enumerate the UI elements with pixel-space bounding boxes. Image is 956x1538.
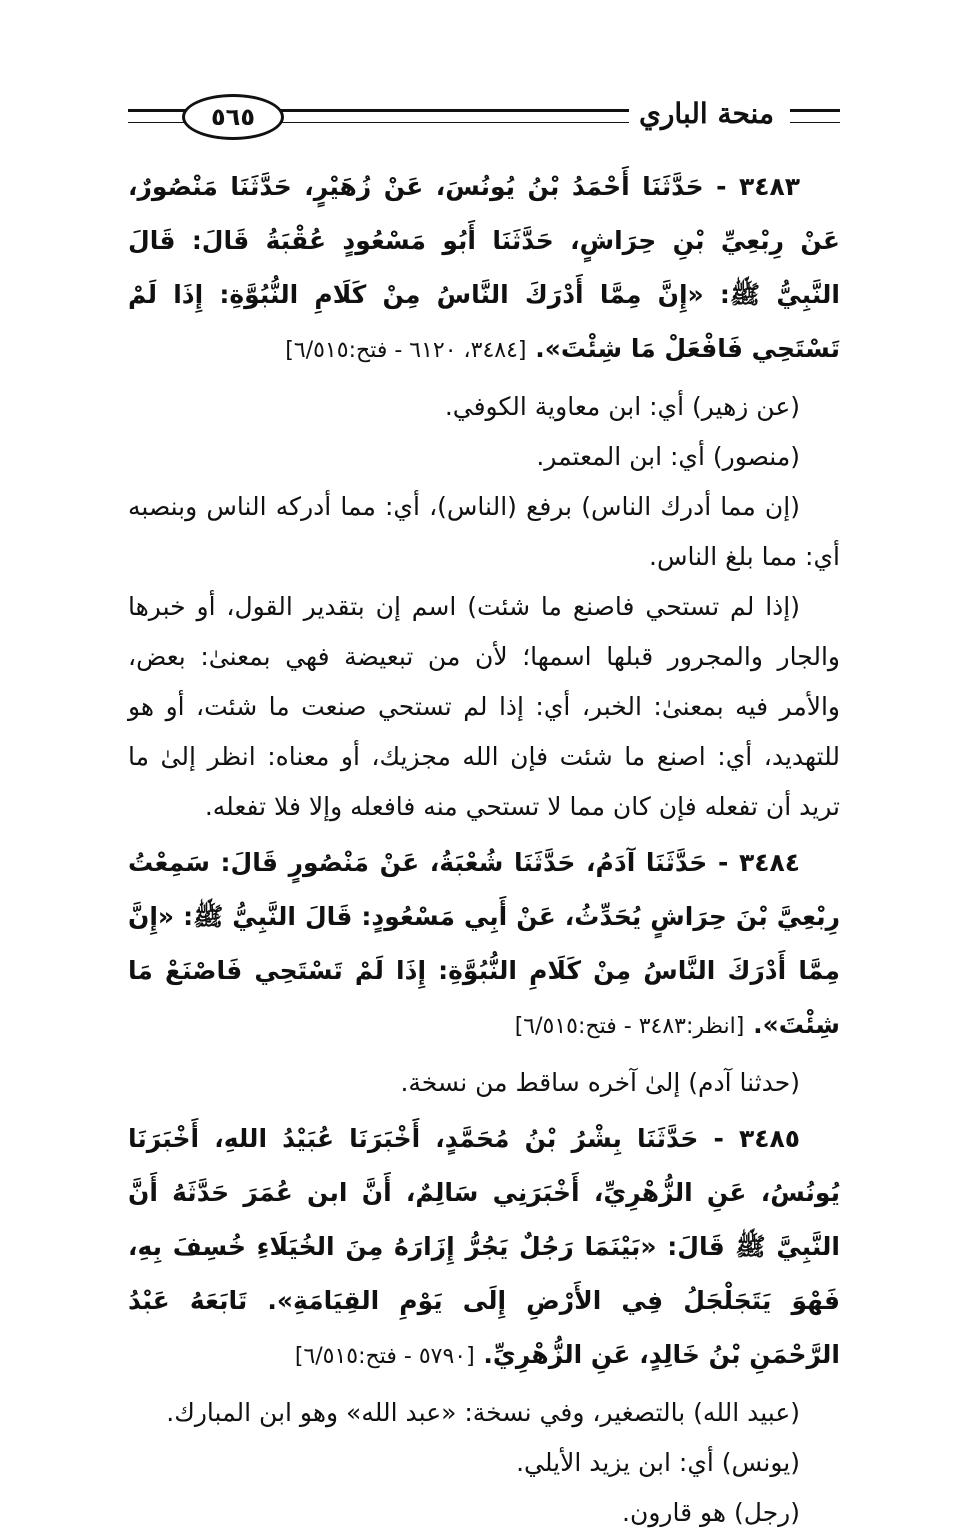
commentary-paragraph (128, 1438, 840, 1488)
book-title: منحة الباري (629, 92, 784, 136)
page-number: ٥٦٥ (211, 103, 255, 131)
commentary-paragraph (128, 382, 840, 432)
commentary-paragraph (128, 482, 840, 582)
commentary-text: (يونس) أي: ابن يزيد الأيلي. (516, 1448, 800, 1477)
hadith-paragraph (128, 1112, 840, 1384)
hadith-paragraph (128, 160, 840, 378)
commentary-text: (إذا لم تستحي فاصنع ما شئت) اسم إن بتقدير القول، أو خبرها والجار والمجرور قبلها اسمها؛ لأن من تبعيضة فهي بمعنىٰ: بعض، والأمر فيه بمعنىٰ: الخبر، أي: إذا لم تستحي صنعت ما شئت، أو هو للتهديد، أي: اصنع ما شئت فإن الله مجزيك، أو معناه: انظر إلىٰ ما تريد أن تفعله فإن كان مما لا تستحي منه فافعله وإلا فلا تفعله. (128, 592, 840, 821)
page-number-oval (182, 94, 284, 140)
hadith-paragraph (128, 836, 840, 1054)
hadith-text: ٣٤٨٣ - حَدَّثَنَا أَحْمَدُ بْنُ يُونُسَ، عَنْ زُهَيْرٍ، حَدَّثَنَا مَنْصُورٌ، عَنْ رِبْعِيِّ بْنِ حِرَاشٍ، حَدَّثَنَا أَبُو مَسْعُودٍ عُقْبَةُ قَالَ: قَالَ النَّبِيُّ ﷺ: «إِنَّ مِمَّا أَدْرَكَ النَّاسُ مِنْ كَلَامِ النُّبُوَّةِ: إِذَا لَمْ تَسْتَحِي فَافْعَلْ مَا شِئْتَ». (128, 172, 840, 363)
commentary-text: (رجل) هو قارون. (622, 1498, 800, 1527)
commentary-paragraph (128, 1058, 840, 1108)
commentary-text: (عن زهير) أي: ابن معاوية الكوفي. (444, 392, 800, 421)
hadith-reference: [انظر:٣٤٨٣ - فتح:٦/٥١٥] (514, 1014, 745, 1039)
page-body (128, 160, 840, 1538)
commentary-text: (عبيد الله) بالتصغير، وفي نسخة: «عبد الله» وهو ابن المبارك. (166, 1398, 800, 1427)
hadith-reference: [٣٤٨٤، ٦١٢٠ - فتح:٦/٥١٥] (285, 338, 527, 363)
hadith-text: ٣٤٨٥ - حَدَّثَنَا بِشْرُ بْنُ مُحَمَّدٍ، أَخْبَرَنَا عُبَيْدُ اللهِ، أَخْبَرَنَا يُونُسُ، عَنِ الزُّهْرِيِّ، أَخْبَرَنِي سَالِمٌ، أَنَّ ابن عُمَرَ حَدَّثَهُ أَنَّ النَّبِيَّ ﷺ قَالَ: «بَيْنَمَا رَجُلٌ يَجُرُّ إِزَارَهُ مِنَ الخُيَلَاءِ خُسِفَ بِهِ، فَهْوَ يَتَجَلْجَلُ فِي الأَرْضِ إِلَى يَوْمِ القِيَامَةِ». تَابَعَهُ عَبْدُ الرَّحْمَنِ بْنُ خَالِدٍ، عَنِ الزُّهْرِيِّ. (128, 1124, 840, 1369)
commentary-paragraph (128, 1488, 840, 1538)
commentary-paragraph (128, 432, 840, 482)
commentary-paragraph (128, 1388, 840, 1438)
commentary-text: (حدثنا آدم) إلىٰ آخره ساقط من نسخة. (400, 1068, 800, 1097)
header-rule-left (128, 109, 188, 123)
hadith-text: ٣٤٨٤ - حَدَّثَنَا آدَمُ، حَدَّثَنَا شُعْبَةُ، عَنْ مَنْصُورٍ قَالَ: سَمِعْتُ رِبْعِيَّ بْنَ حِرَاشٍ يُحَدِّثُ، عَنْ أَبِي مَسْعُودٍ: قَالَ النَّبِيُّ ﷺ: «إِنَّ مِمَّا أَدْرَكَ النَّاسُ مِنْ كَلَامِ النُّبُوَّةِ: إِذَا لَمْ تَسْتَحِي فَاصْنَعْ مَا شِئْتَ». (128, 848, 840, 1039)
page-header (128, 92, 840, 142)
commentary-text: (إن مما أدرك الناس) برفع (الناس)، أي: مما أدركه الناس وبنصبه أي: مما بلغ الناس. (128, 492, 840, 571)
header-rule-right (790, 109, 840, 123)
commentary-paragraph (128, 582, 840, 832)
hadith-reference: [٥٧٩٠ - فتح:٦/٥١٥] (294, 1344, 475, 1369)
commentary-text: (منصور) أي: ابن المعتمر. (536, 442, 800, 471)
